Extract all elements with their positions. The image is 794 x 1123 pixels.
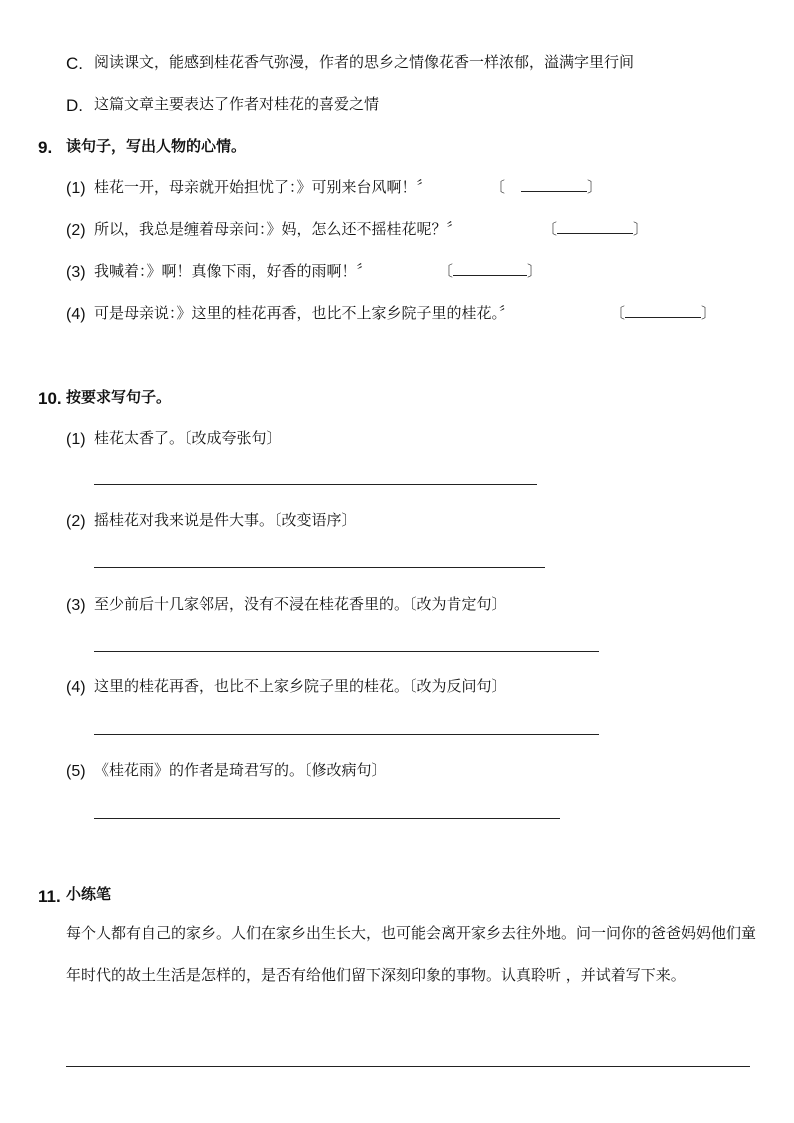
- q9-item-1-text: 桂花一开，母亲就开始担忧了：》可别来台风啊！〞: [94, 178, 432, 196]
- q10-item-1-number: (1): [66, 431, 86, 448]
- bracket-open: 〔: [438, 262, 454, 280]
- option-c-letter: C.: [66, 54, 83, 73]
- q11-answer-line[interactable]: [66, 1066, 750, 1067]
- q9-item-2-answer[interactable]: [542, 218, 648, 239]
- question-11-number: 11.: [38, 887, 61, 906]
- answer-blank[interactable]: [521, 177, 587, 192]
- q10-item-1-answer-line[interactable]: [94, 484, 537, 485]
- q10-item-1-text: 桂花太香了。〔改成夸张句〕: [94, 429, 282, 447]
- bracket-close: 〕: [587, 178, 603, 196]
- option-c-text: 阅读课文，能感到桂花香气弥漫，作者的思乡之情像花香一样浓郁，溢满字里行间: [94, 53, 635, 71]
- q9-item-1-number: (1): [66, 180, 86, 197]
- q9-item-2-number: (2): [66, 222, 86, 239]
- q10-item-3-number: (3): [66, 597, 86, 614]
- question-9-number: 9.: [38, 138, 53, 157]
- question-10-title: 按要求写句子。: [66, 388, 172, 406]
- bracket-open: 〔: [610, 304, 626, 322]
- q9-item-2-text: 所以，我总是缠着母亲问：》妈，怎么还不摇桂花呢？〞: [94, 220, 462, 238]
- question-9-title: 读句子，写出人物的心情。: [66, 137, 247, 155]
- option-d-letter: D.: [66, 96, 83, 115]
- option-d-text: 这篇文章主要表达了作者对桂花的喜爱之情: [94, 95, 380, 113]
- q9-item-4-text: 可是母亲说：》这里的桂花再香，也比不上家乡院子里的桂花。〞: [94, 304, 515, 322]
- q9-item-3-number: (3): [66, 264, 86, 281]
- bracket-close: 〕: [527, 262, 543, 280]
- bracket-close: 〕: [633, 220, 649, 238]
- q10-item-2-text: 摇桂花对我来说是件大事。〔改变语序〕: [94, 511, 357, 529]
- answer-blank[interactable]: [625, 303, 701, 318]
- q10-item-3-answer-line[interactable]: [94, 651, 599, 652]
- q10-item-2-answer-line[interactable]: [94, 567, 545, 568]
- q9-item-3-answer[interactable]: [438, 260, 542, 281]
- q10-item-5-answer-line[interactable]: [94, 818, 560, 819]
- answer-blank[interactable]: [557, 219, 633, 234]
- q10-item-4-text: 这里的桂花再香，也比不上家乡院子里的桂花。〔改为反问句〕: [94, 677, 507, 695]
- q9-item-4-answer[interactable]: [610, 302, 716, 323]
- q9-item-3-text: 我喊着：》啊！真像下雨，好香的雨啊！〞: [94, 262, 372, 280]
- question-11-paragraph: 每个人都有自己的家乡。人们在家乡出生长大，也可能会离开家乡去往外地。问一问你的爸爸妈妈他们童年时代的故土生活是怎样的，是否有给他们留下深刻印象的事物。认真聆听 ，并试着写下来。: [66, 924, 757, 984]
- bracket-close: 〕: [701, 304, 717, 322]
- q10-item-3-text: 至少前后十几家邻居，没有不浸在桂花香里的。〔改为肯定句〕: [94, 595, 507, 613]
- q10-item-5-number: (5): [66, 763, 86, 780]
- answer-blank[interactable]: [453, 261, 527, 276]
- question-10-number: 10.: [38, 389, 62, 408]
- question-11-title: 小练笔: [66, 885, 112, 903]
- q9-item-1-answer[interactable]: [490, 176, 602, 197]
- bracket-open: 〔: [542, 220, 558, 238]
- q10-item-5-text: 《桂花雨》的作者是琦君写的。〔修改病句〕: [94, 761, 387, 779]
- bracket-open: 〔: [490, 178, 506, 196]
- q10-item-2-number: (2): [66, 513, 86, 530]
- q9-item-4-number: (4): [66, 306, 86, 323]
- q10-item-4-number: (4): [66, 679, 86, 696]
- q10-item-4-answer-line[interactable]: [94, 734, 599, 735]
